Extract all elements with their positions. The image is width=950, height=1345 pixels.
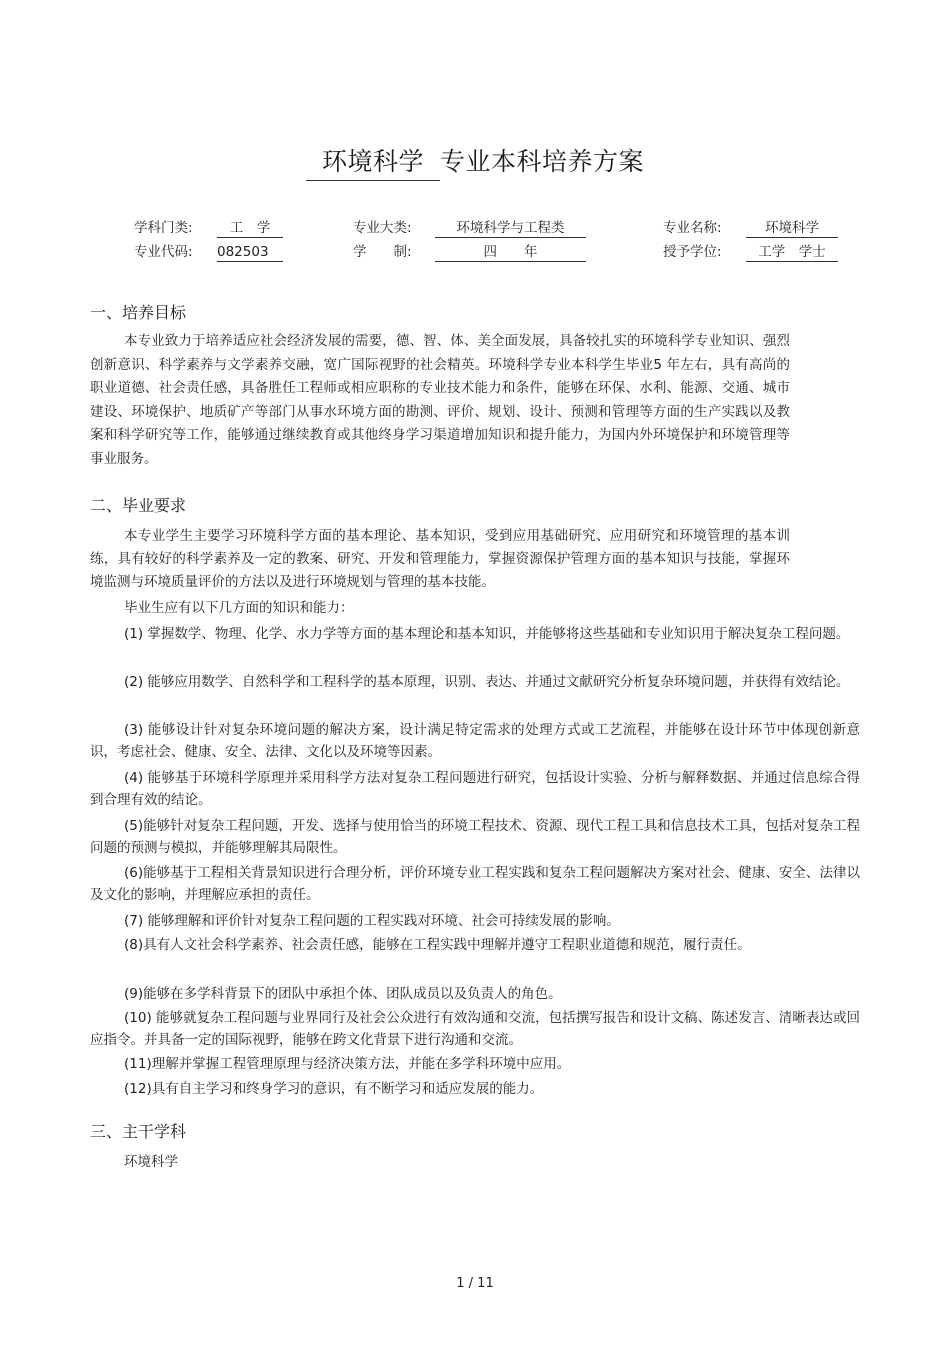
meta-label-duration: 学 制: <box>353 244 412 260</box>
section-heading-objectives: 一、培养目标 <box>90 303 187 322</box>
meta-value-discipline: 工 学 <box>217 218 283 238</box>
requirement-item: (8)具有人文社会科学素养、社会责任感，能够在工程实践中理解并遵守工程职业道德和规范，履行责任。 <box>124 937 751 953</box>
requirements-intro: 本专业学生主要学习环境科学方面的基本理论、基本知识，受到应用基础研究、应用研究和环境管理的基本训练，具有较好的科学素养及一定的教案、研究、开发和管理能力，掌握资源保护管理方面的基本知识与技能，掌握环境监测与环境质量评价的方法以及进行环境规划与管理的基本技能。 <box>90 528 790 590</box>
requirement-item: (10) 能够就复杂工程问题与业界同行及社会公众进行有效沟通和交流，包括撰写报告和设计文稿、陈述发言、清晰表达或回应指令。并具备一定的国际视野，能够在跨文化背景下进行沟通和交流。 <box>90 1010 860 1048</box>
meta-table <box>0 218 950 268</box>
meta-label-code: 专业代码: <box>134 244 193 260</box>
requirement-item: (12)具有自主学习和终身学习的意识，有不断学习和适应发展的能力。 <box>124 1081 544 1097</box>
disciplines-text: 环境科学 <box>124 1154 178 1170</box>
requirements-lead: 毕业生应有以下几方面的知识和能力： <box>124 600 354 616</box>
title-major: 环境科学 <box>306 142 440 181</box>
meta-value-category: 环境科学与工程类 <box>435 218 586 238</box>
requirement-item: (11)理解并掌握工程管理原理与经济决策方法，并能在多学科环境中应用。 <box>124 1056 571 1072</box>
title-rest: 专业本科培养方案 <box>440 147 645 176</box>
requirement-item: (4) 能够基于环境科学原理并采用科学方法对复杂工程问题进行研究，包括设计实验、分析与解释数据、并通过信息综合得到合理有效的结论。 <box>90 770 860 808</box>
meta-value-duration: 四 年 <box>435 242 586 262</box>
requirement-item: (6)能够基于工程相关背景知识进行合理分析，评价环境专业工程实践和复杂工程问题解决方案对社会、健康、安全、法律以及文化的影响，并理解应承担的责任。 <box>90 865 860 903</box>
section-heading-disciplines: 三、主干学科 <box>90 1122 187 1141</box>
requirement-item: (2) 能够应用数学、自然科学和工程科学的基本原理，识别、表达、并通过文献研究分析复杂环境问题，并获得有效结论。 <box>124 674 850 690</box>
meta-value-degree: 工学 学士 <box>746 242 838 262</box>
document-title <box>0 142 950 181</box>
requirement-item: (9)能够在多学科背景下的团队中承担个体、团队成员以及负责人的角色。 <box>124 986 562 1002</box>
meta-value-code: 082503 <box>217 242 283 262</box>
requirement-item: (7) 能够理解和评价针对复杂工程问题的工程实践对环境、社会可持续发展的影响。 <box>124 913 620 929</box>
requirement-item: (5)能够针对复杂工程问题，开发、选择与使用恰当的环境工程技术、资源、现代工程工具和信息技术工具，包括对复杂工程问题的预测与模拟，并能够理解其局限性。 <box>90 818 860 856</box>
page-number: 1 / 11 <box>456 1276 494 1291</box>
section-heading-requirements: 二、毕业要求 <box>90 496 187 515</box>
meta-label-major-name: 专业名称: <box>663 220 722 236</box>
requirement-item: (1) 掌握数学、物理、化学、水力学等方面的基本理论和基本知识，并能够将这些基础和专业知识用于解决复杂工程问题。 <box>124 626 850 642</box>
meta-label-degree: 授予学位: <box>663 244 722 260</box>
meta-value-major-name: 环境科学 <box>746 218 838 238</box>
meta-label-category: 专业大类: <box>353 220 412 236</box>
requirement-item: (3) 能够设计针对复杂环境问题的解决方案，设计满足特定需求的处理方式或工艺流程，并能够在设计环节中体现创新意识，考虑社会、健康、安全、法律、文化以及环境等因素。 <box>90 722 860 760</box>
meta-label-discipline: 学科门类: <box>134 220 193 236</box>
objectives-paragraph: 本专业致力于培养适应社会经济发展的需要，德、智、体、美全面发展，具备较扎实的环境科学专业知识、强烈创新意识、科学素养与文学素养交融，宽广国际视野的社会精英。环境科学专业本科学生毕业5 年左右，具有高尚的职业道德、社会责任感，具备胜任工程师或相应职称的专业技术能力和条件，能够在环保、水利、能源、交通、城市建设、环境保护、地质矿产等部门从事水环境方面的勘测、评价、规划、设计、预测和管理等方面的生产实践以及教案和科学研究等工作，能够通过继续教育或其他终身学习渠道增加知识和提升能力，为国内外环境保护和环境管理等事业服务。 <box>90 333 790 467</box>
